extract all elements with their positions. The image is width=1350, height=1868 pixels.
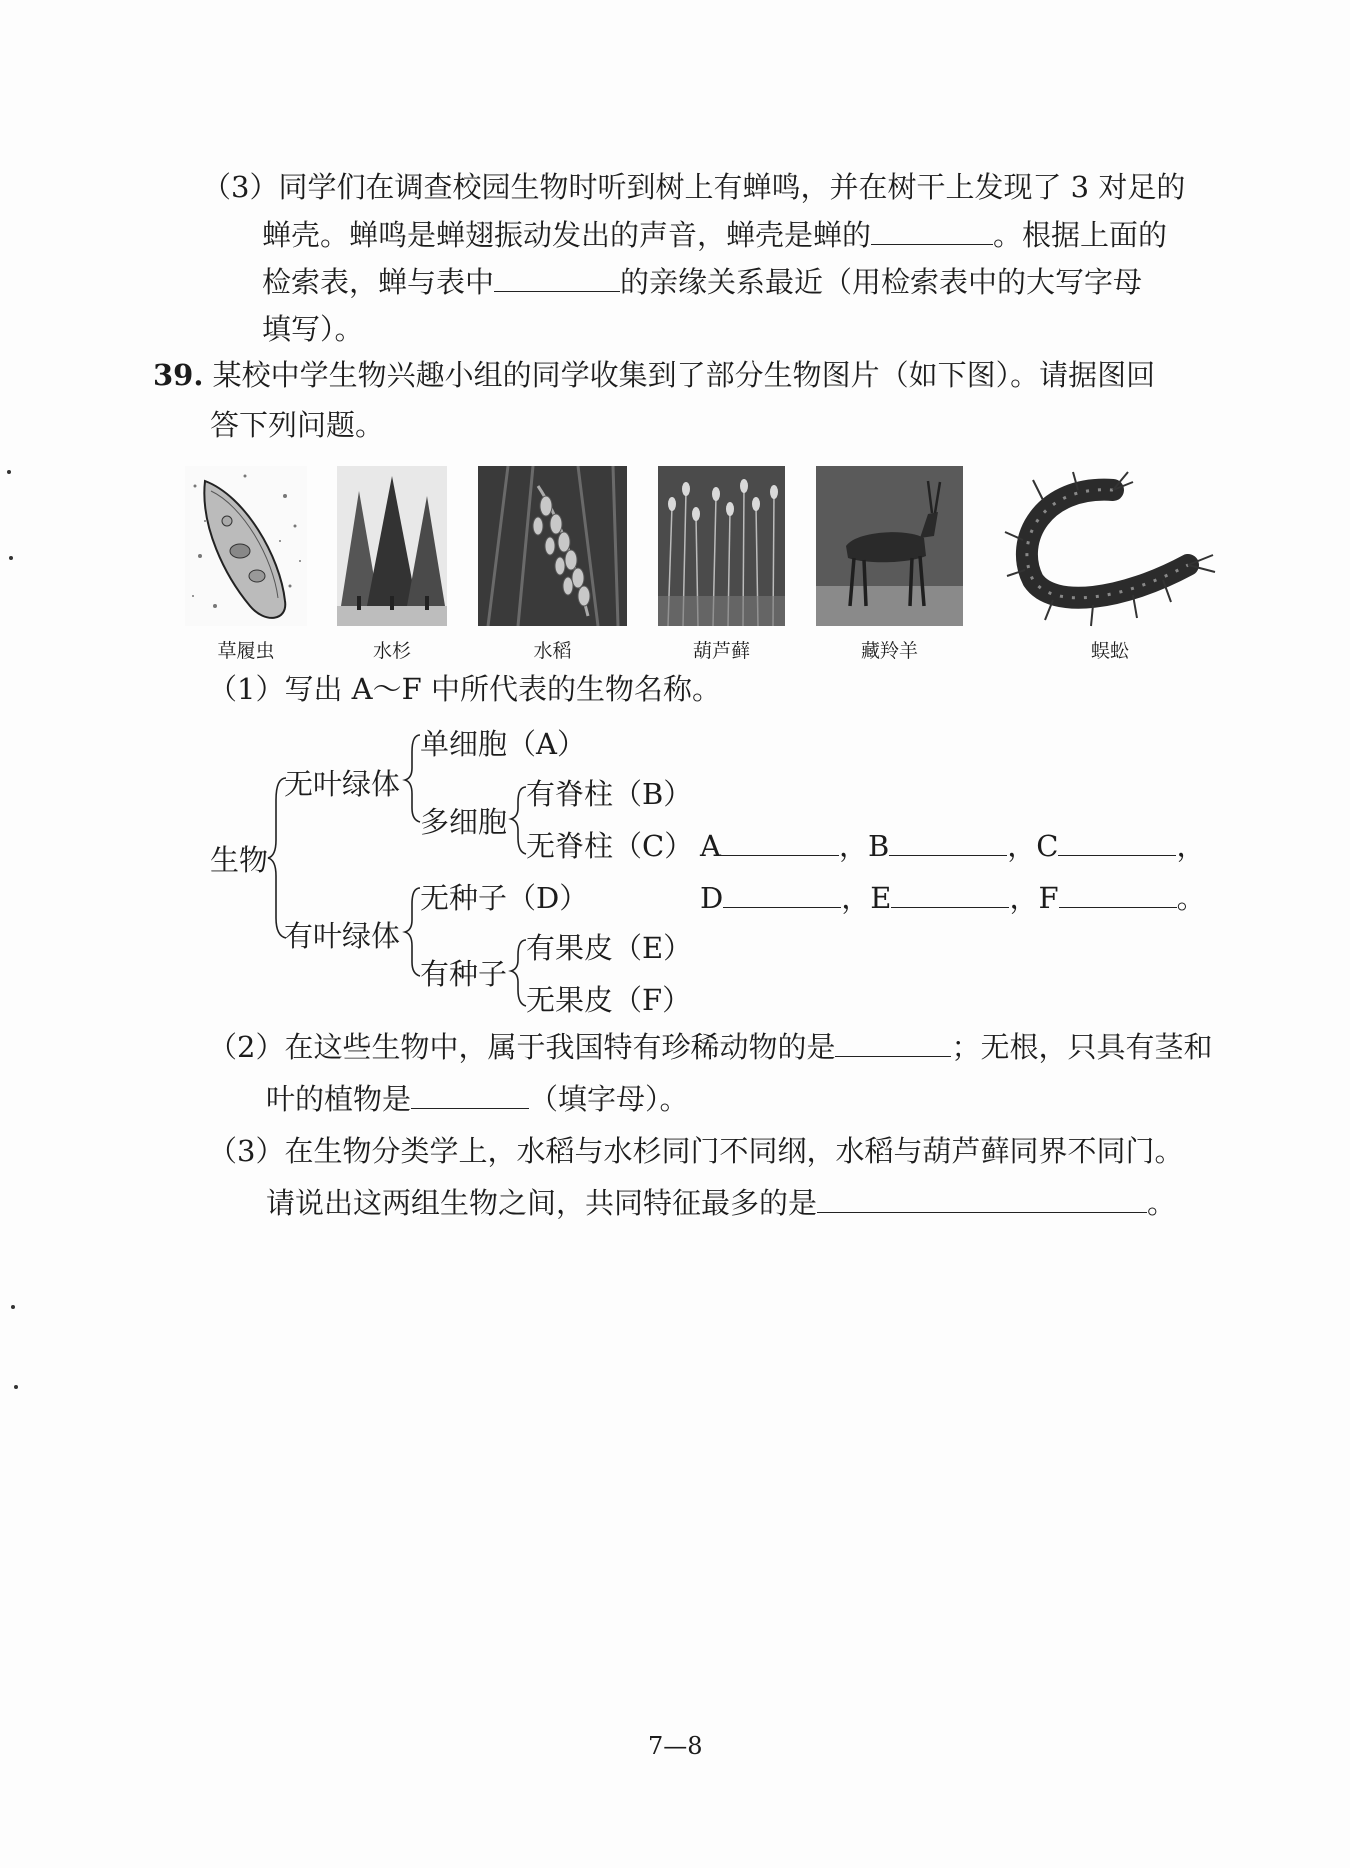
question-number: 39. xyxy=(153,358,204,392)
key-no-seed: 无种子（D） xyxy=(420,881,589,915)
image-caption: 藏羚羊 xyxy=(860,640,918,662)
key-root: 生物 xyxy=(210,843,269,877)
key-invertebrate: 无脊柱（C） xyxy=(526,829,694,863)
key-no-chloroplast: 无叶绿体 xyxy=(284,767,401,801)
image-caption: 葫芦藓 xyxy=(692,640,750,662)
q38-part3-line3: 检索表，蝉与表中 的亲缘关系最近（用检索表中的大写字母 xyxy=(262,259,1142,305)
image-caption: 水稻 xyxy=(533,640,572,662)
q39-part2-line2: 叶的植物是 （填字母）。 xyxy=(266,1076,689,1122)
image-caption: 水杉 xyxy=(372,640,411,662)
answer-row-1: A ，B ，C ， xyxy=(700,824,1205,865)
answer-blank-b[interactable] xyxy=(889,825,1007,856)
answer-blank[interactable] xyxy=(411,1078,529,1109)
key-has-seed: 有种子 xyxy=(420,957,508,991)
q38-part3-line4: 填写）。 xyxy=(262,312,364,346)
q39-part3-line2: 请说出这两组生物之间，共同特征最多的是 。 xyxy=(266,1180,1176,1226)
key-multi-cell: 多细胞 xyxy=(420,805,508,839)
answer-blank-f[interactable] xyxy=(1059,877,1177,908)
answer-row-2: D ，E ，F 。 xyxy=(700,876,1206,917)
q38-part3-line1: （3）同学们在调查校园生物时听到树上有蝉鸣，并在树干上发现了 3 对足的 xyxy=(202,170,1186,204)
q39-part3-line1: （3）在生物分类学上，水稻与水杉同门不同纲，水稻与葫芦藓同界不同门。 xyxy=(208,1134,1184,1168)
answer-blank[interactable] xyxy=(835,1026,951,1057)
q38-part3-line2: 蝉壳。蝉鸣是蝉翅振动发出的声音，蝉壳是蝉的 。根据上面的 xyxy=(262,212,1167,258)
q39-stem-line2: 答下列问题。 xyxy=(210,408,385,442)
q39-stem-line1: 39. 某校中学生物兴趣小组的同学收集到了部分生物图片（如下图）。请据图回 xyxy=(153,358,1156,392)
q39-part2-line1: （2）在这些生物中，属于我国特有珍稀动物的是 ；无根，只具有茎和 xyxy=(208,1024,1212,1070)
answer-blank[interactable] xyxy=(817,1182,1147,1213)
image-caption: 蜈蚣 xyxy=(1090,640,1129,662)
page-number: 7—8 xyxy=(648,1732,703,1760)
image-caption: 草履虫 xyxy=(217,640,275,662)
key-has-pericarp: 有果皮（E） xyxy=(526,931,693,965)
answer-blank-a[interactable] xyxy=(721,825,839,856)
key-vertebrate: 有脊柱（B） xyxy=(526,777,693,811)
answer-blank-d[interactable] xyxy=(723,877,841,908)
key-no-pericarp: 无果皮（F） xyxy=(526,983,692,1017)
answer-blank-e[interactable] xyxy=(891,877,1009,908)
key-has-chloroplast: 有叶绿体 xyxy=(284,919,401,953)
key-single-cell: 单细胞（A） xyxy=(420,727,586,761)
answer-blank-c[interactable] xyxy=(1058,825,1176,856)
q39-part1: （1）写出 A～F 中所代表的生物名称。 xyxy=(208,672,721,706)
